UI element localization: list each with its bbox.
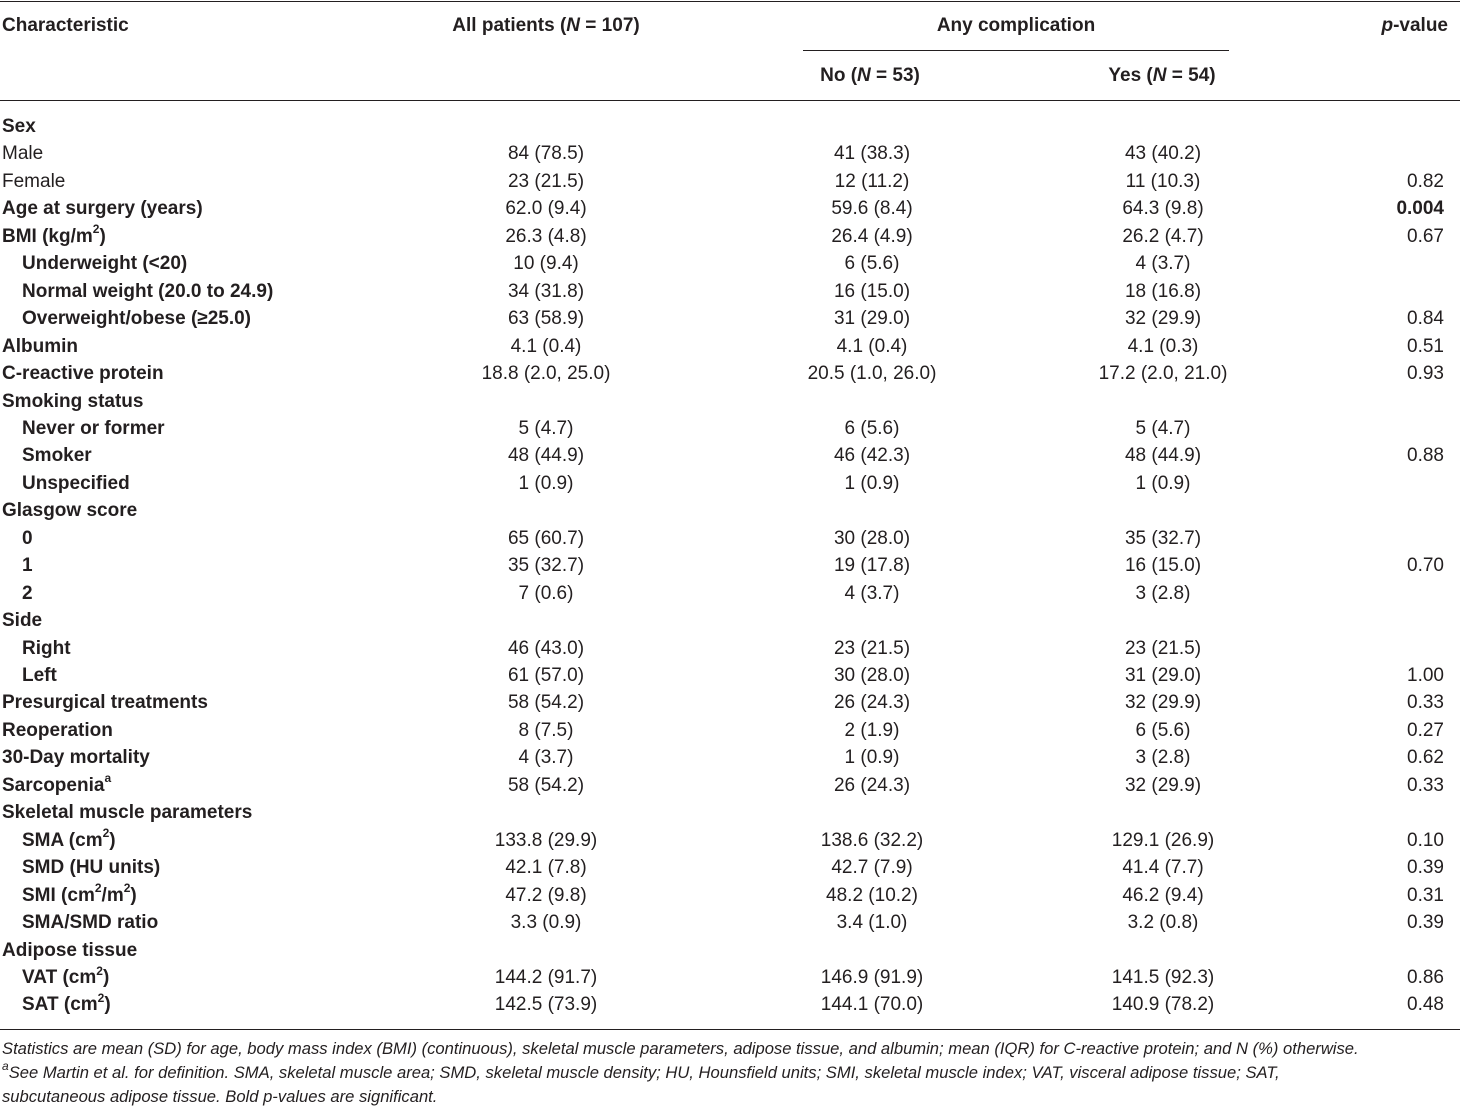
cell-p-value: 0.39 xyxy=(1407,857,1444,879)
cell-all-patients: 35 (32.7) xyxy=(507,555,585,577)
row-label: Male xyxy=(2,143,44,165)
cell-yes-complication: 32 (29.9) xyxy=(1124,308,1202,330)
cell-p-value: 0.86 xyxy=(1407,966,1444,988)
cell-no-complication: 144.1 (70.0) xyxy=(820,994,924,1016)
table-row xyxy=(0,909,1460,936)
row-label: Age at surgery (years) xyxy=(2,198,203,220)
cell-all-patients: 23 (21.5) xyxy=(507,170,585,192)
cell-no-complication: 59.6 (8.4) xyxy=(831,198,913,220)
cell-all-patients: 34 (31.8) xyxy=(507,280,585,302)
cell-no-complication: 42.7 (7.9) xyxy=(831,857,913,879)
cell-no-complication: 26 (24.3) xyxy=(833,692,911,714)
cell-no-complication: 26.4 (4.9) xyxy=(831,225,913,247)
cell-all-patients: 61 (57.0) xyxy=(507,665,585,686)
table-row xyxy=(0,635,1460,662)
cell-all-patients: 26.3 (4.8) xyxy=(505,225,587,247)
cell-yes-complication: 141.5 (92.3) xyxy=(1111,966,1215,988)
cell-all-patients: 10 (9.4) xyxy=(513,253,579,275)
header-yes: Yes (N = 54) xyxy=(1108,65,1216,86)
cell-no-complication: 30 (28.0) xyxy=(833,527,911,549)
cell-no-complication: 16 (15.0) xyxy=(833,280,911,302)
cell-no-complication: 30 (28.0) xyxy=(833,665,911,686)
cell-no-complication: 2 (1.9) xyxy=(844,719,900,741)
cell-no-complication: 4 (3.7) xyxy=(844,582,900,604)
cell-p-value: 0.70 xyxy=(1407,555,1444,577)
cell-yes-complication: 32 (29.9) xyxy=(1124,774,1202,796)
table-row xyxy=(0,991,1460,1018)
cell-no-complication: 4.1 (0.4) xyxy=(836,335,908,357)
cell-p-value: 0.84 xyxy=(1407,308,1444,330)
table-row xyxy=(0,744,1460,771)
table-row xyxy=(0,937,1460,964)
table-row xyxy=(0,525,1460,552)
cell-all-patients: 8 (7.5) xyxy=(518,719,574,741)
header-any-complication: Any complication xyxy=(936,15,1096,36)
cell-yes-complication: 41.4 (7.7) xyxy=(1122,857,1204,879)
table-row xyxy=(0,854,1460,881)
cell-p-value: 0.62 xyxy=(1407,747,1444,769)
table-row xyxy=(0,388,1460,415)
cell-yes-complication: 26.2 (4.7) xyxy=(1122,225,1204,247)
cell-no-complication: 1 (0.9) xyxy=(844,472,900,494)
cell-yes-complication: 3.2 (0.8) xyxy=(1127,912,1199,934)
table-row xyxy=(0,552,1460,579)
table-row xyxy=(0,442,1460,469)
table-row xyxy=(0,882,1460,909)
cell-yes-complication: 4 (3.7) xyxy=(1135,253,1191,275)
cell-yes-complication: 16 (15.0) xyxy=(1124,555,1202,577)
header-characteristic: Characteristic xyxy=(2,15,129,36)
cell-all-patients: 47.2 (9.8) xyxy=(505,884,587,906)
table-row xyxy=(0,607,1460,634)
row-label: SMI $(cm^2/m^2)$ xyxy=(22,881,137,906)
cell-all-patients: 65 (60.7) xyxy=(507,527,585,549)
cell-yes-complication: 6 (5.6) xyxy=(1135,719,1191,741)
cell-all-patients: 63 (58.9) xyxy=(507,308,585,330)
row-label: Female xyxy=(2,170,66,192)
row-label: SMA/SMD ratio xyxy=(22,912,159,934)
cell-no-complication: 23 (21.5) xyxy=(833,637,911,659)
cell-yes-complication: 1 (0.9) xyxy=(1135,472,1191,494)
cell-yes-complication: 3 (2.8) xyxy=(1135,582,1191,604)
table-row xyxy=(0,470,1460,497)
cell-all-patients: 46 (43.0) xyxy=(507,637,585,659)
table-row xyxy=(0,415,1460,442)
cell-no-complication: 6 (5.6) xyxy=(844,253,900,275)
row-label: SAT $(cm^2)$ xyxy=(22,991,111,1016)
footnote-line-1: Statistics are mean (SD) for age, body mass index (BMI) (continuous), skeletal muscle parameters, adipose tissue, and albumin; mean (IQR) for C-reactive protein; and N (%) otherwise. xyxy=(2,1039,1359,1058)
row-label: Smoker xyxy=(22,445,92,467)
cell-all-patients: 144.2 (91.7) xyxy=(494,966,598,988)
cell-all-patients: 42.1 (7.8) xyxy=(505,857,587,879)
cell-no-complication: 1 (0.9) xyxy=(844,747,900,769)
cell-all-patients: 142.5 (73.9) xyxy=(494,994,598,1016)
cell-yes-complication: 5 (4.7) xyxy=(1135,417,1191,439)
row-label: VAT $(cm^2)$ xyxy=(22,963,110,988)
cell-p-value: 0.33 xyxy=(1407,692,1444,714)
group-rule xyxy=(803,50,1229,51)
header-rule xyxy=(0,100,1460,101)
table-row xyxy=(0,140,1460,167)
cell-no-complication: 3.4 (1.0) xyxy=(836,912,908,934)
cell-yes-complication: 3 (2.8) xyxy=(1135,747,1191,769)
row-label: Sex xyxy=(2,116,36,137)
cell-p-value: 0.67 xyxy=(1407,225,1444,247)
cell-yes-complication: 18 (16.8) xyxy=(1124,280,1202,302)
cell-p-value: 0.88 xyxy=(1407,445,1444,467)
row-label: C-reactive protein xyxy=(2,363,164,385)
cell-p-value: 0.33 xyxy=(1407,774,1444,796)
header-all-patients: All patients (N = 107) xyxy=(452,15,640,36)
row-label: Albumin xyxy=(2,335,78,357)
cell-all-patients: 62.0 (9.4) xyxy=(505,198,587,220)
row-label: Overweight/obese (≥25.0) xyxy=(22,308,252,330)
row-label: Unspecified xyxy=(22,472,130,494)
cell-no-complication: 20.5 (1.0, 26.0) xyxy=(807,363,937,385)
cell-all-patients: 3.3 (0.9) xyxy=(510,912,582,934)
row-label: 0 xyxy=(22,527,33,549)
row-label: Never or former xyxy=(22,417,165,439)
cell-yes-complication: 4.1 (0.3) xyxy=(1127,335,1199,357)
row-label: Glasgow score xyxy=(2,500,138,522)
header-p-value: p-value xyxy=(1381,15,1448,36)
row-label: SMD (HU units) xyxy=(22,857,161,879)
row-label: Skeletal muscle parameters xyxy=(2,802,253,824)
table-row xyxy=(0,580,1460,607)
table-row xyxy=(0,964,1460,991)
header-no: No (N = 53) xyxy=(820,65,920,86)
bottom-rule xyxy=(0,1029,1460,1030)
cell-all-patients: 1 (0.9) xyxy=(518,472,574,494)
cell-yes-complication: 32 (29.9) xyxy=(1124,692,1202,714)
cell-yes-complication: 17.2 (2.0, 21.0) xyxy=(1098,363,1228,385)
cell-p-value: 1.00 xyxy=(1407,665,1444,686)
cell-p-value: 0.93 xyxy=(1407,363,1444,385)
cell-yes-complication: 64.3 (9.8) xyxy=(1122,198,1204,220)
cell-p-value: 0.82 xyxy=(1407,170,1444,192)
cell-all-patients: 5 (4.7) xyxy=(518,417,574,439)
row-label: Adipose tissue xyxy=(2,939,138,961)
cell-p-value: 0.31 xyxy=(1407,884,1444,906)
table-row xyxy=(0,772,1460,799)
top-rule xyxy=(0,1,1460,2)
cell-all-patients: 84 (78.5) xyxy=(507,143,585,165)
row-label: Smoking status xyxy=(2,390,144,412)
cell-p-value: 0.27 xyxy=(1407,719,1444,741)
table-row xyxy=(0,278,1460,305)
table-row xyxy=(0,168,1460,195)
row-label: 1 xyxy=(22,555,33,577)
cell-yes-complication: 129.1 (26.9) xyxy=(1111,829,1215,851)
cell-yes-complication: 48 (44.9) xyxy=(1124,445,1202,467)
cell-yes-complication: 31 (29.0) xyxy=(1124,665,1202,686)
row-label: Sarcopenia$^a$ xyxy=(2,771,112,796)
table-row xyxy=(0,195,1460,222)
cell-no-complication: 46 (42.3) xyxy=(833,445,911,467)
cell-yes-complication: 35 (32.7) xyxy=(1124,527,1202,549)
table-row xyxy=(0,250,1460,277)
cell-no-complication: 12 (11.2) xyxy=(834,170,910,192)
cell-p-value: 0.10 xyxy=(1407,829,1444,851)
cell-yes-complication: 11 (10.3) xyxy=(1125,170,1201,192)
footnote-line-2: $^a$See Martin et al. for definition. SMA, skeletal muscle area; SMD, skeletal muscle density; HU, Hounsfield units; SMI, skeletal muscle index; VAT, visceral adipose tissue; SAT, xyxy=(2,1059,1280,1082)
cell-all-patients: 7 (0.6) xyxy=(518,582,574,604)
cell-no-complication: 138.6 (32.2) xyxy=(820,829,924,851)
row-label: 30-Day mortality xyxy=(2,747,150,769)
row-label: Side xyxy=(2,610,43,632)
cell-all-patients: 48 (44.9) xyxy=(507,445,585,467)
row-label: Normal weight (20.0 to 24.9) xyxy=(22,280,274,302)
row-label: Left xyxy=(22,665,57,686)
table-row xyxy=(0,662,1460,689)
cell-all-patients: 58 (54.2) xyxy=(507,774,585,796)
cell-all-patients: 18.8 (2.0, 25.0) xyxy=(481,363,611,385)
cell-all-patients: 58 (54.2) xyxy=(507,692,585,714)
cell-no-complication: 41 (38.3) xyxy=(833,143,911,165)
row-label: 2 xyxy=(22,582,33,604)
table-row xyxy=(0,717,1460,744)
cell-all-patients: 4 (3.7) xyxy=(518,747,574,769)
cell-yes-complication: 140.9 (78.2) xyxy=(1111,994,1215,1016)
table-row xyxy=(0,223,1460,250)
cell-no-complication: 31 (29.0) xyxy=(833,308,911,330)
cell-all-patients: 4.1 (0.4) xyxy=(510,335,582,357)
footnote-line-3: subcutaneous adipose tissue. Bold p-values are significant. xyxy=(2,1087,438,1106)
table-row xyxy=(0,689,1460,716)
cell-all-patients: 133.8 (29.9) xyxy=(494,829,598,851)
table-row xyxy=(0,333,1460,360)
row-label: SMA $(cm^2)$ xyxy=(22,826,116,851)
row-label: Underweight (<20) xyxy=(22,253,188,275)
table-row xyxy=(0,799,1460,826)
cell-no-complication: 146.9 (91.9) xyxy=(820,966,924,988)
cell-p-value: 0.39 xyxy=(1407,912,1444,934)
cell-p-value: 0.004 xyxy=(1396,198,1444,220)
table-row xyxy=(0,113,1460,140)
table-row xyxy=(0,360,1460,387)
table-row xyxy=(0,497,1460,524)
cell-no-complication: 48.2 (10.2) xyxy=(826,884,918,906)
cell-yes-complication: 46.2 (9.4) xyxy=(1122,884,1204,906)
row-label: Reoperation xyxy=(2,719,113,741)
cell-yes-complication: 23 (21.5) xyxy=(1124,637,1202,659)
table-row xyxy=(0,305,1460,332)
footnote xyxy=(2,1037,1458,1109)
cell-no-complication: 6 (5.6) xyxy=(844,417,900,439)
cell-p-value: 0.48 xyxy=(1407,994,1444,1016)
cell-p-value: 0.51 xyxy=(1407,335,1444,357)
row-label: Right xyxy=(22,637,71,659)
table-row xyxy=(0,827,1460,854)
cell-yes-complication: 43 (40.2) xyxy=(1124,143,1202,165)
row-label: Presurgical treatments xyxy=(2,692,208,714)
cell-no-complication: 26 (24.3) xyxy=(833,774,911,796)
row-label: BMI $(kg/m^2)$ xyxy=(2,222,106,247)
cell-no-complication: 19 (17.8) xyxy=(833,555,911,577)
